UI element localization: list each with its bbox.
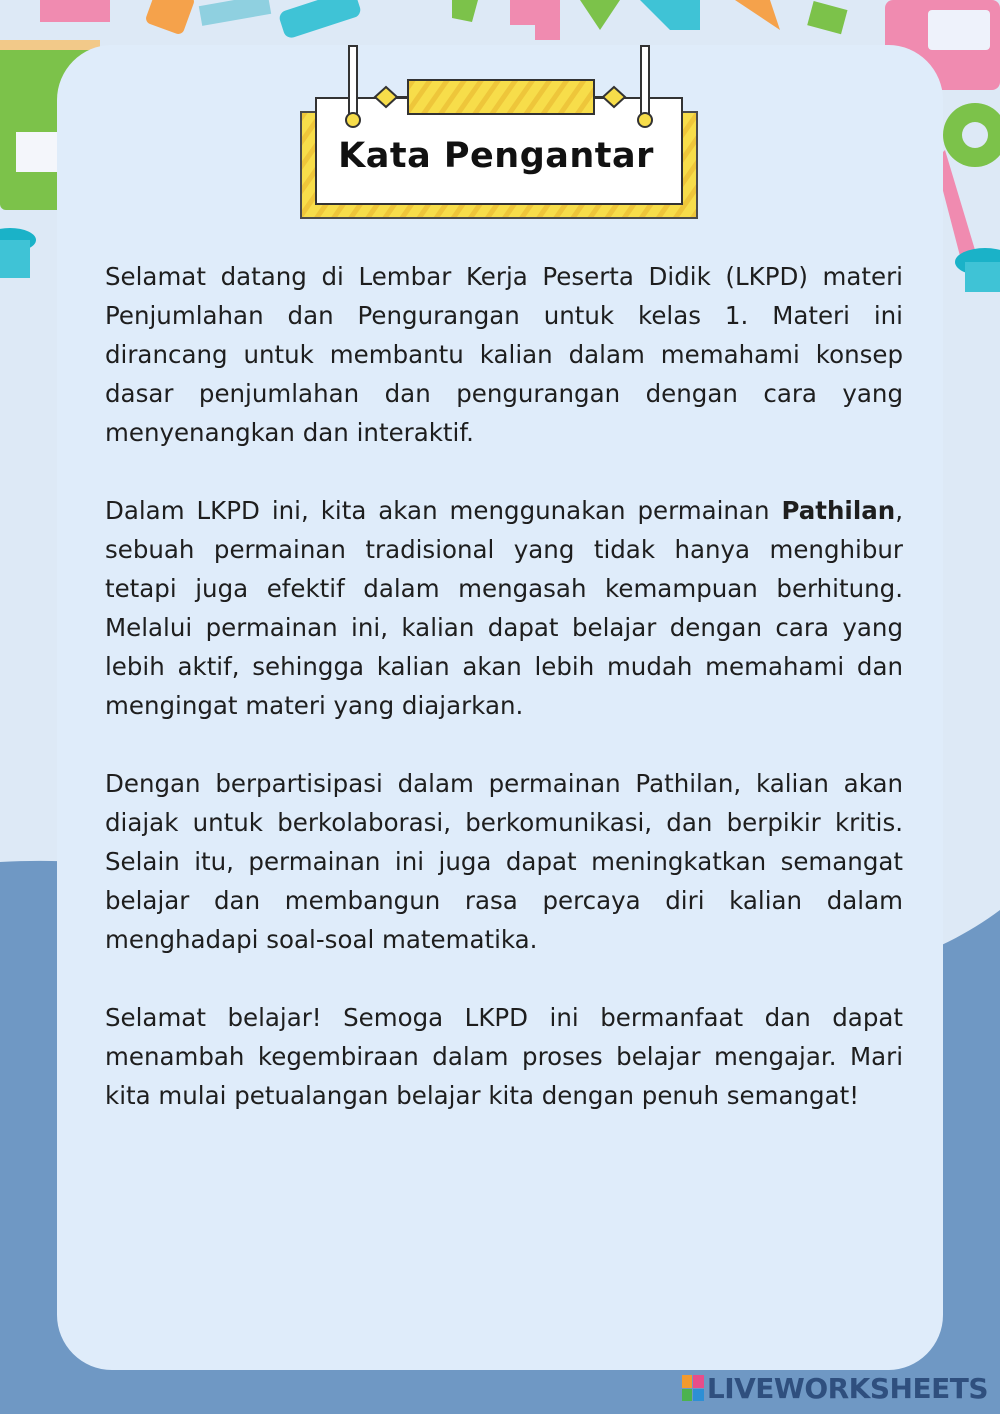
hanging-sign-graphic [300, 42, 700, 222]
paragraph-2-bold-term: Pathilan [781, 496, 896, 525]
paragraph-3 [105, 764, 903, 959]
paragraph-4 [105, 998, 903, 1115]
paragraph-2 [105, 491, 903, 725]
teal-bar-shape [278, 0, 363, 40]
brand-name: LIVEWORKSHEETS [706, 1371, 988, 1405]
paragraph-1 [105, 257, 903, 452]
body-text [105, 257, 903, 1154]
pink-l-shape [510, 0, 560, 40]
page-title: Kata Pengantar [338, 136, 654, 176]
title-sign [300, 42, 700, 222]
pink-bar-shape [40, 0, 110, 22]
paragraph-2-text-start: Dalam LKPD ini, kita akan menggunakan permainan [105, 496, 782, 525]
paragraph-1-text: Selamat datang di Lembar Kerja Peserta Didik (LKPD) materi Penjumlahan dan Pengurangan untuk kelas 1. Materi ini dirancang untuk membantu kalian dalam memahami konsep dasar penjumlahan dan pengurangan dengan cara yang menyenangkan dan interaktif. [105, 262, 903, 447]
paragraph-2-text-end: , sebuah permainan tradisional yang tidak hanya menghibur tetapi juga efektif dalam mengasah kemampuan berhitung. Melalui permainan ini, kalian dapat belajar dengan cara yang lebih aktif, sehingga kalian akan lebih mudah memahami dan mengingat materi yang diajarkan. [105, 496, 903, 720]
liveworksheets-logo [682, 1370, 988, 1406]
paragraph-3-text: Dengan berpartisipasi dalam permainan Pathilan, kalian akan diajak untuk berkolaborasi, berkomunikasi, dan berpikir kritis. Selain itu, permainan ini juga dapat meningkatkan semangat belajar dan membangun rasa percaya diri kalian dalam menghadapi soal-soal matematika. [105, 769, 903, 954]
paragraph-4-text: Selamat belajar! Semoga LKPD ini bermanfaat dan dapat menambah kegembiraan dalam proses belajar mengajar. Mari kita mulai petualangan belajar kita dengan penuh semangat! [105, 1003, 903, 1110]
liveworksheets-logo-icon [682, 1375, 704, 1401]
